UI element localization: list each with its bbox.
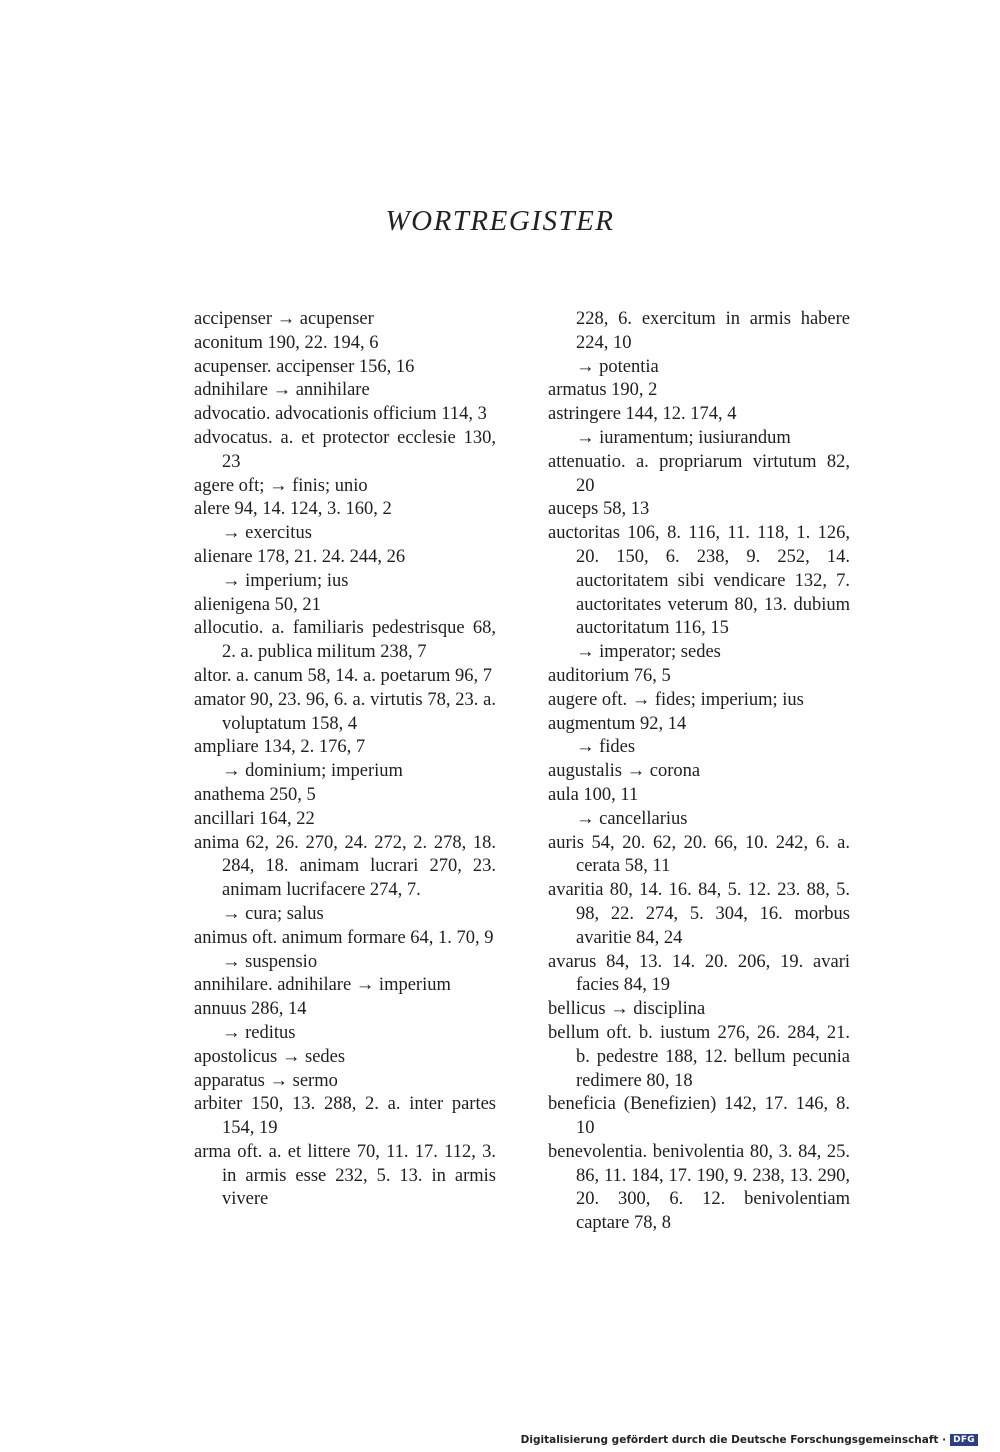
index-entry: auceps 58, 13: [548, 499, 650, 520]
index-entry: bellicus → disciplina: [548, 999, 706, 1020]
index-entry: aconitum 190, 22. 194, 6: [194, 332, 379, 353]
cross-reference: → potentia: [576, 356, 659, 377]
index-column-right: [548, 308, 850, 1236]
cross-reference: → imperator; sedes: [576, 642, 721, 663]
funding-footer: [521, 1434, 978, 1446]
index-entry: armatus 190, 2: [548, 380, 658, 401]
cross-reference: → cura; salus: [222, 903, 324, 924]
cross-reference: → fides: [576, 737, 636, 758]
cross-reference: → exercitus: [222, 523, 312, 544]
index-entry: alienare 178, 21. 24. 244, 26: [194, 546, 406, 567]
dfg-logo: DFG: [950, 1434, 978, 1446]
cross-reference: → imperium; ius: [222, 570, 349, 591]
index-entry: beneficia (Benefizien) 142, 17. 146, 8. 10: [548, 1094, 850, 1139]
footer-text: Digitalisierung gefördert durch die Deutsche Forschungsgemeinschaft ·: [520, 1434, 947, 1446]
index-entry: allocutio. a. familiaris pedestrisque 68, 2. a. publica militum 238, 7: [194, 618, 496, 663]
index-entry: augmentum 92, 14: [548, 713, 687, 734]
cross-reference: → suspensio: [222, 951, 318, 972]
index-entry: altor. a. canum 58, 14. a. poetarum 96, 7: [194, 665, 492, 686]
index-entry: acupenser. accipenser 156, 16: [194, 356, 415, 377]
index-entry: annihilare. adnihilare → imperium: [194, 975, 451, 996]
index-entry: anima 62, 26. 270, 24. 272, 2. 278, 18. 284, 18. animam lucrari 270, 23. animam lucrifacere 274, 7.: [194, 832, 496, 901]
index-entry: attenuatio. a. propriarum virtutum 82, 20: [548, 451, 850, 496]
cross-reference: → cancellarius: [576, 808, 688, 829]
cross-reference: → dominium; imperium: [222, 761, 403, 782]
index-entry: advocatus. a. et protector ecclesie 130, 23: [194, 427, 496, 472]
index-entry: 228, 6. exercitum in armis habere 224, 10: [576, 309, 850, 353]
index-entry: augere oft. → fides; imperium; ius: [548, 689, 804, 710]
index-entry: apostolicus → sedes: [194, 1046, 346, 1067]
index-entry: benevolentia. benivolentia 80, 3. 84, 25. 86, 11. 184, 17. 190, 9. 238, 13. 290, 20. 300, 6. 12. benivolentiam captare 78, 8: [548, 1141, 850, 1234]
index-entry: accipenser → acupenser: [194, 309, 374, 329]
index-entry: auris 54, 20. 62, 20. 66, 10. 242, 6. a. cerata 58, 11: [548, 832, 850, 877]
index-entry: avaritia 80, 14. 16. 84, 5. 12. 23. 88, 5. 98, 22. 274, 5. 304, 16. morbus avaritie 84, 24: [548, 880, 850, 948]
cross-reference: → iuramentum; iusiurandum: [576, 427, 791, 448]
index-entry: alienigena 50, 21: [194, 594, 321, 615]
index-entry: auditorium 76, 5: [548, 665, 671, 686]
index-entry: astringere 144, 12. 174, 4: [548, 404, 737, 425]
index-entry: ancillari 164, 22: [194, 808, 315, 829]
page-title: WORTREGISTER: [385, 205, 615, 237]
index-column-left: [194, 308, 496, 1212]
cross-reference: → reditus: [222, 1022, 296, 1043]
index-entry: arbiter 150, 13. 288, 2. a. inter partes 154, 19: [194, 1094, 496, 1139]
index-entry: auctoritas 106, 8. 116, 11. 118, 1. 126, 20. 150, 6. 238, 9. 252, 14. auctoritatem sibi vendicare 132, 7. auctoritates veterum 80, 13. dubium auctoritatum 116, 15: [548, 523, 850, 639]
index-entry: adnihilare → annihilare: [194, 380, 370, 401]
index-entry: aula 100, 11: [548, 784, 639, 805]
index-entry: anathema 250, 5: [194, 784, 316, 805]
index-entry: agere oft; → finis; unio: [194, 475, 368, 496]
index-entry: apparatus → sermo: [194, 1070, 338, 1091]
index-entry: animus oft. animum formare 64, 1. 70, 9: [194, 927, 494, 948]
index-entry: annuus 286, 14: [194, 999, 307, 1020]
index-entry: alere 94, 14. 124, 3. 160, 2: [194, 499, 392, 520]
index-entry: amator 90, 23. 96, 6. a. virtutis 78, 23. a. voluptatum 158, 4: [194, 689, 496, 734]
index-entry: avarus 84, 13. 14. 20. 206, 19. avari facies 84, 19: [548, 951, 850, 996]
index-entry: ampliare 134, 2. 176, 7: [194, 737, 366, 758]
index-entry: bellum oft. b. iustum 276, 26. 284, 21. b. pedestre 188, 12. bellum pecunia redimere 80, 18: [548, 1022, 850, 1091]
index-entry: augustalis → corona: [548, 761, 701, 782]
index-entry: arma oft. a. et littere 70, 11. 17. 112, 3. in armis esse 232, 5. 13. in armis vivere: [194, 1141, 496, 1210]
index-entry: advocatio. advocationis officium 114, 3: [194, 404, 487, 425]
